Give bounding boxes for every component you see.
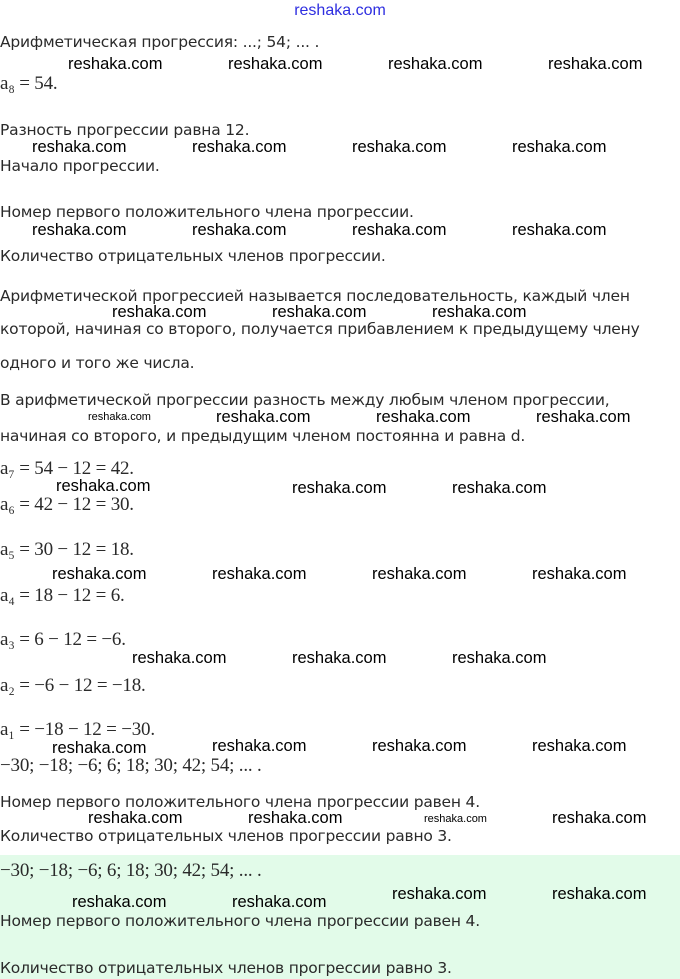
theory-text: начиная со второго, и предыдущим членом постоянна и равна d. <box>0 427 526 445</box>
watermark: reshaka.com <box>548 55 643 73</box>
watermark: reshaka.com <box>212 737 307 755</box>
watermark: reshaka.com <box>232 893 327 911</box>
watermark: reshaka.com <box>32 221 127 239</box>
watermark: reshaka.com <box>392 885 487 903</box>
watermark: reshaka.com <box>432 303 527 321</box>
solution-step: a₃ = 6 − 12 = −6. <box>0 629 126 650</box>
watermark: reshaka.com <box>372 737 467 755</box>
theory-text: которой, начиная со второго, получается прибавлением к предыдущему члену <box>0 320 640 338</box>
watermark: reshaka.com <box>192 138 287 156</box>
task-line: Количество отрицательных членов прогрессии. <box>0 247 386 265</box>
watermark: reshaka.com <box>72 893 167 911</box>
watermark: reshaka.com <box>352 138 447 156</box>
theory-text: одного и того же числа. <box>0 354 195 372</box>
watermark: reshaka.com <box>292 649 387 667</box>
solution-text: Номер первого положительного члена прогрессии равен 4. <box>0 793 480 811</box>
watermark: reshaka.com <box>68 55 163 73</box>
solution-step: a₂ = −6 − 12 = −18. <box>0 675 146 696</box>
task-line: Арифметическая прогрессия: ...; 54; ... . <box>0 33 320 51</box>
theory-text: Арифметической прогрессией называется последовательность, каждый член <box>0 287 630 305</box>
watermark: reshaka.com <box>216 408 311 426</box>
site-header-link[interactable]: reshaka.com <box>294 2 386 19</box>
watermark: reshaka.com <box>532 737 627 755</box>
watermark: reshaka.com <box>452 649 547 667</box>
watermark: reshaka.com <box>88 809 183 827</box>
answer-text: Количество отрицательных членов прогрессии равно 3. <box>0 959 452 977</box>
watermark: reshaka.com <box>112 303 207 321</box>
solution-step: a₅ = 30 − 12 = 18. <box>0 539 134 560</box>
solution-text: Количество отрицательных членов прогрессии равно 3. <box>0 827 452 845</box>
watermark: reshaka.com <box>388 55 483 73</box>
watermark: reshaka.com <box>376 408 471 426</box>
solution-step: a₇ = 54 − 12 = 42. <box>0 458 134 479</box>
theory-text: В арифметической прогрессии разность между любым членом прогрессии, <box>0 391 610 409</box>
watermark: reshaka.com <box>228 55 323 73</box>
solution-step: a₄ = 18 − 12 = 6. <box>0 585 125 606</box>
task-formula: a₈ = 54. <box>0 73 58 94</box>
watermark: reshaka.com <box>372 565 467 583</box>
watermark: reshaka.com <box>192 221 287 239</box>
watermark: reshaka.com <box>132 649 227 667</box>
solution-step: a₆ = 42 − 12 = 30. <box>0 494 134 515</box>
watermark: reshaka.com <box>424 813 487 825</box>
task-line: Номер первого положительного члена прогрессии. <box>0 203 414 221</box>
watermark: reshaka.com <box>512 138 607 156</box>
watermark: reshaka.com <box>552 885 647 903</box>
watermark: reshaka.com <box>52 565 147 583</box>
watermark: reshaka.com <box>248 809 343 827</box>
answer-sequence: −30; −18; −6; 6; 18; 30; 42; 54; ... . <box>0 860 262 881</box>
task-line: Разность прогрессии равна 12. <box>0 121 250 139</box>
answer-text: Номер первого положительного члена прогрессии равен 4. <box>0 912 480 930</box>
task-line: Начало прогрессии. <box>0 157 160 175</box>
watermark: reshaka.com <box>272 303 367 321</box>
watermark: reshaka.com <box>212 565 307 583</box>
solution-sequence: −30; −18; −6; 6; 18; 30; 42; 54; ... . <box>0 755 262 776</box>
watermark: reshaka.com <box>512 221 607 239</box>
watermark: reshaka.com <box>536 408 631 426</box>
watermark: reshaka.com <box>292 479 387 497</box>
watermark: reshaka.com <box>52 739 147 757</box>
watermark: reshaka.com <box>56 477 151 495</box>
solution-step: a₁ = −18 − 12 = −30. <box>0 719 155 740</box>
watermark: reshaka.com <box>532 565 627 583</box>
watermark: reshaka.com <box>32 138 127 156</box>
watermark: reshaka.com <box>88 411 151 423</box>
watermark: reshaka.com <box>552 809 647 827</box>
watermark: reshaka.com <box>352 221 447 239</box>
watermark: reshaka.com <box>452 479 547 497</box>
